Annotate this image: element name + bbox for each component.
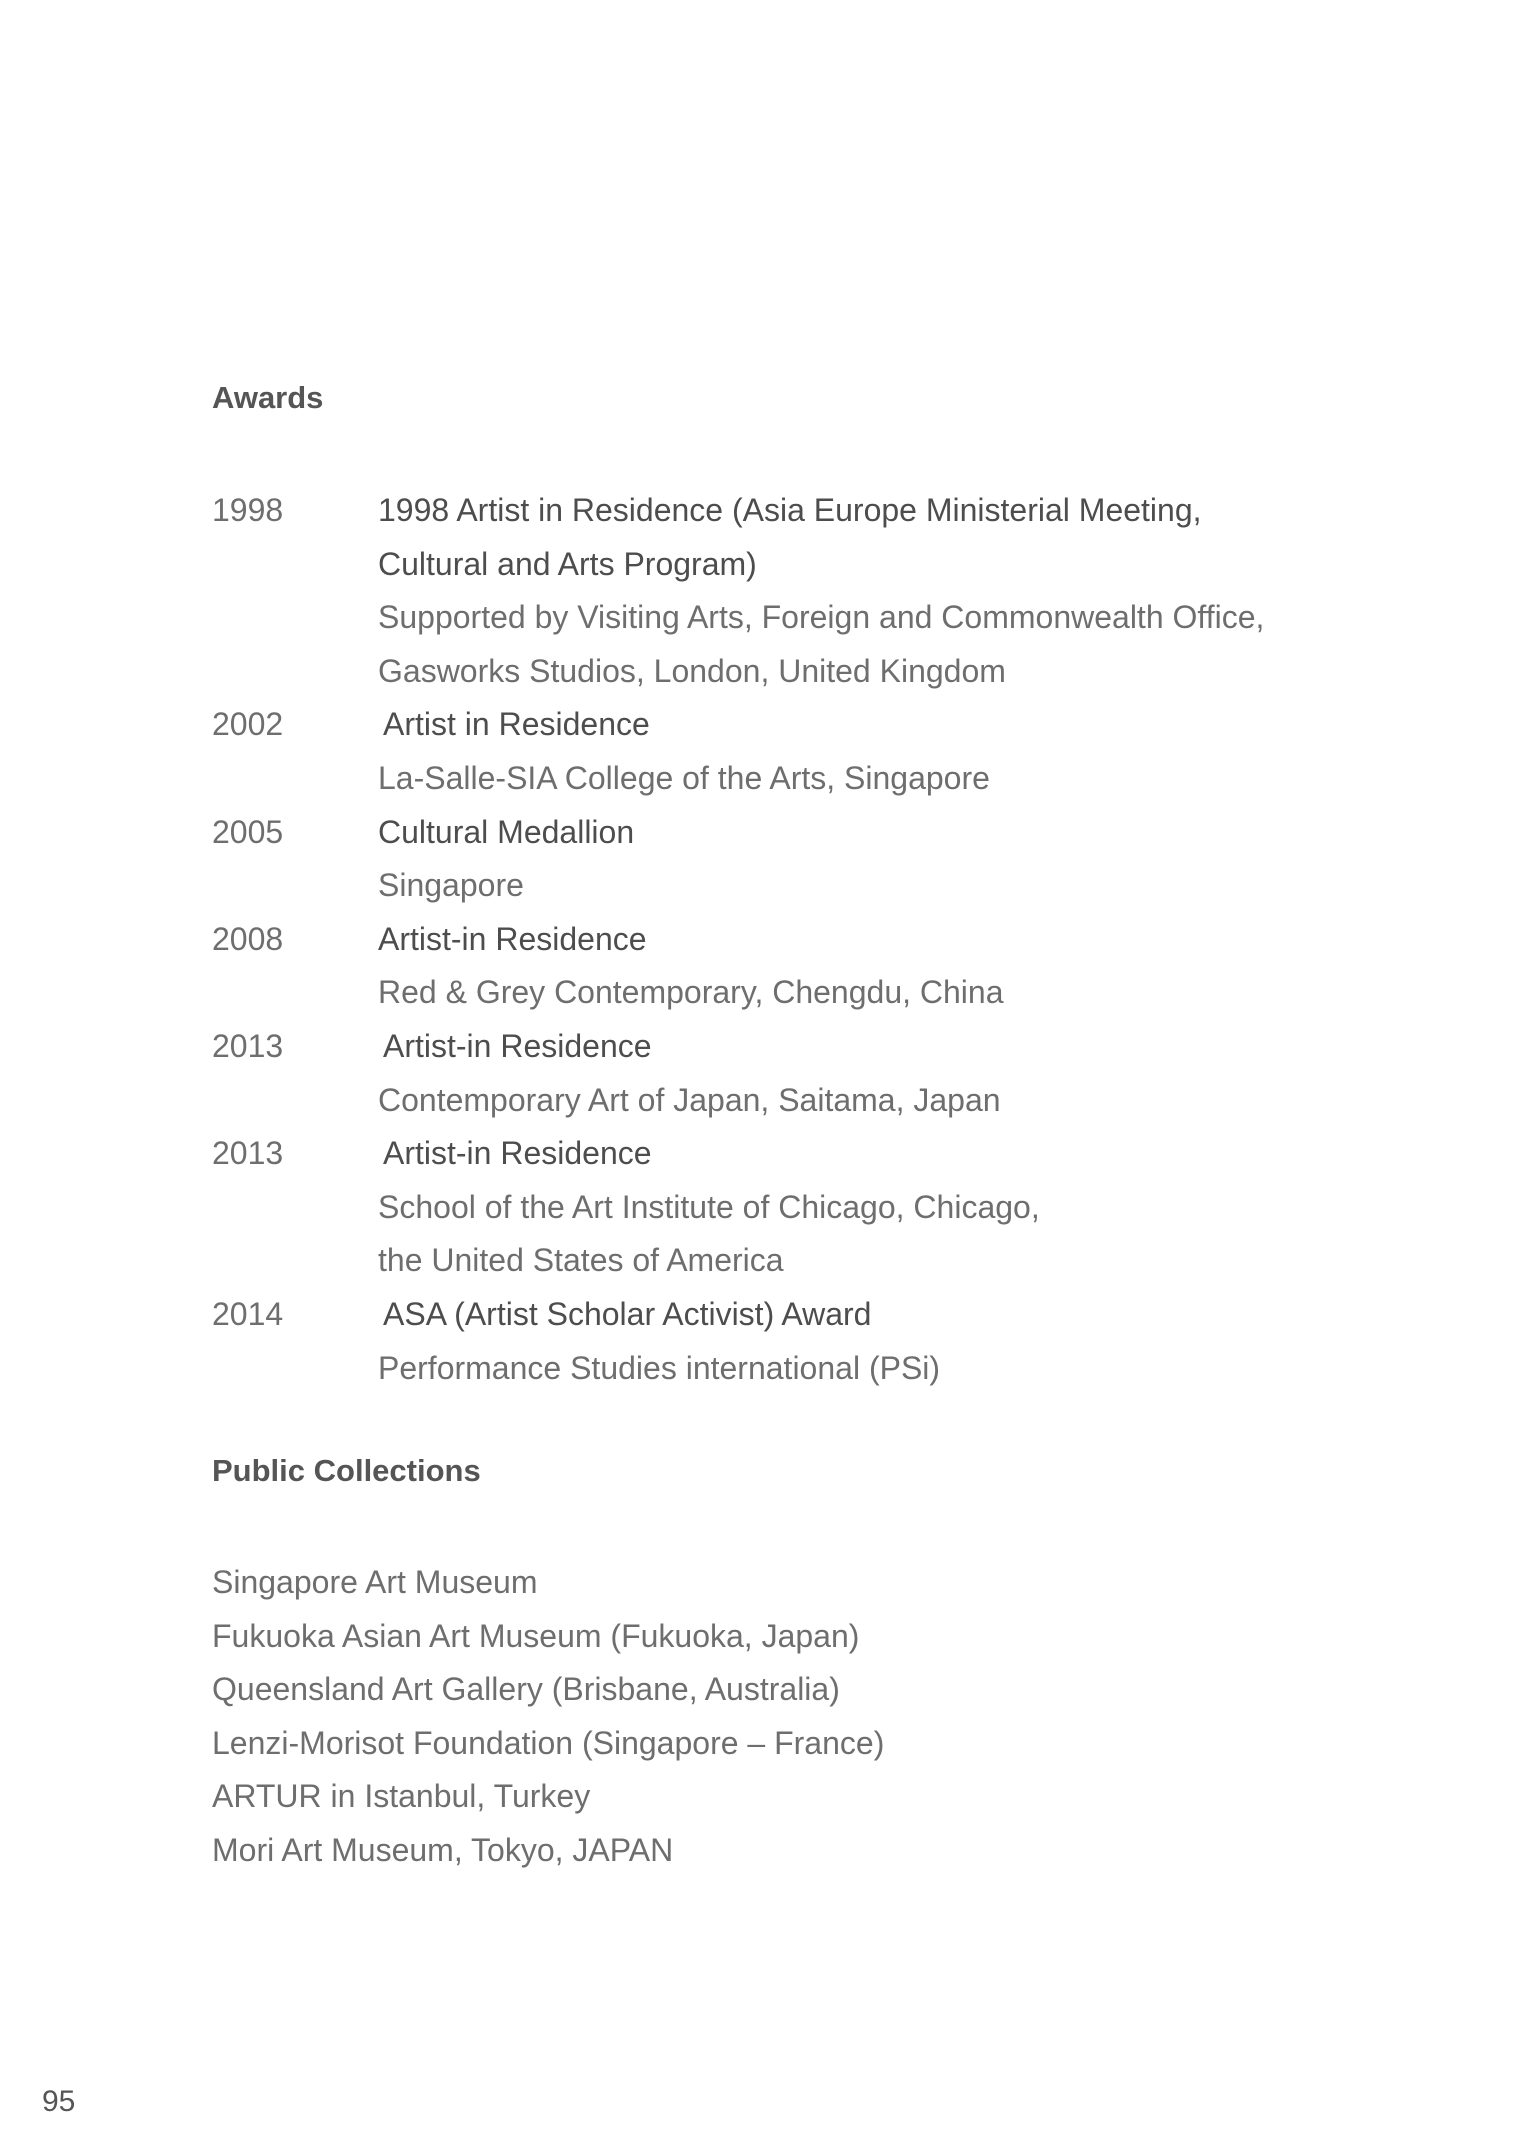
award-year: 1998	[212, 492, 284, 528]
award-body	[378, 806, 1362, 913]
public-collections-list	[212, 1556, 884, 1878]
award-year: 2013	[212, 1135, 284, 1172]
award-entry	[212, 913, 1362, 1020]
award-title: ASA (Artist Scholar Activist) Award	[383, 1295, 872, 1332]
award-body	[378, 1288, 1362, 1395]
public-collections-heading: Public Collections	[212, 1453, 481, 1488]
award-detail: Supported by Visiting Arts, Foreign and Commonwealth Office,	[378, 599, 1265, 636]
award-year: 2008	[212, 920, 284, 957]
award-year: 2014	[212, 1295, 284, 1332]
award-year: 2002	[212, 706, 284, 743]
award-entry	[212, 1020, 1362, 1127]
collection-item: Fukuoka Asian Art Museum (Fukuoka, Japan)	[212, 1617, 860, 1654]
award-entry	[212, 1127, 1362, 1288]
award-detail: Contemporary Art of Japan, Saitama, Japan	[378, 1081, 1001, 1118]
collection-item: ARTUR in Istanbul, Turkey	[212, 1778, 591, 1815]
award-body	[378, 913, 1362, 1020]
award-body	[378, 484, 1362, 698]
award-entry	[212, 1288, 1362, 1395]
award-body	[378, 1127, 1362, 1288]
award-detail: School of the Art Institute of Chicago, Chicago,	[378, 1188, 1040, 1225]
award-entry	[212, 484, 1362, 698]
award-detail: the United States of America	[378, 1242, 784, 1279]
collection-item: Mori Art Museum, Tokyo, JAPAN	[212, 1831, 674, 1868]
award-title: Artist-in Residence	[383, 1027, 652, 1064]
award-title: Artist-in Residence	[383, 1135, 652, 1172]
page-number: 95	[42, 2085, 76, 2118]
award-detail: Performance Studies international (PSi)	[378, 1349, 941, 1386]
award-detail: Singapore	[378, 867, 524, 904]
award-body	[378, 698, 1362, 805]
award-title: Cultural and Arts Program)	[378, 545, 757, 582]
award-detail: Red & Grey Contemporary, Chengdu, China	[378, 974, 1004, 1011]
collection-item: Singapore Art Museum	[212, 1564, 538, 1600]
award-year: 2005	[212, 813, 284, 850]
award-detail: Gasworks Studios, London, United Kingdom	[378, 652, 1006, 689]
award-body	[378, 1020, 1362, 1127]
award-year: 2013	[212, 1027, 284, 1064]
award-title: Cultural Medallion	[378, 813, 635, 850]
awards-heading: Awards	[212, 380, 324, 415]
award-entry	[212, 806, 1362, 913]
award-entry	[212, 698, 1362, 805]
awards-list	[212, 484, 1362, 1395]
collection-item: Lenzi-Morisot Foundation (Singapore – France)	[212, 1724, 885, 1761]
award-title: Artist in Residence	[383, 706, 650, 743]
award-title: 1998 Artist in Residence (Asia Europe Ministerial Meeting,	[378, 492, 1202, 528]
award-detail: La-Salle-SIA College of the Arts, Singapore	[378, 759, 990, 796]
collection-item: Queensland Art Gallery (Brisbane, Australia)	[212, 1671, 840, 1708]
award-title: Artist-in Residence	[378, 920, 647, 957]
